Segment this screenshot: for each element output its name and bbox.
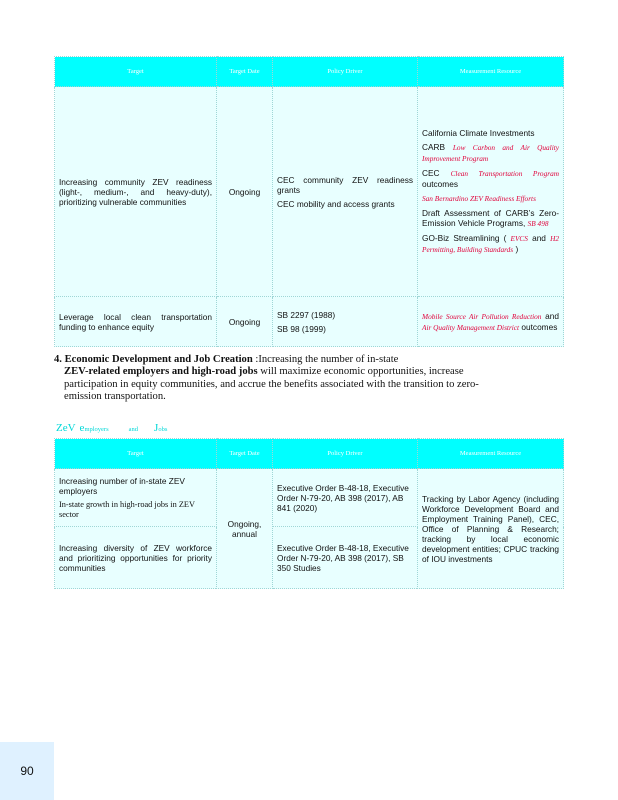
policy-cell bbox=[273, 297, 418, 347]
header-target-date: Target Date bbox=[217, 439, 273, 469]
resource-text: and bbox=[541, 310, 559, 321]
resource-item bbox=[422, 311, 559, 333]
zev-employers-jobs-heading bbox=[56, 418, 167, 436]
resource-link-text: Air Quality Management District bbox=[422, 322, 520, 332]
subhead-mployers: mployers bbox=[84, 426, 109, 433]
policy-cell: Executive Order B-48-18, Executive Order N-79-20, AB 398 (2017), SB 350 Studies bbox=[273, 527, 418, 589]
resource-text: GO-Biz Streamlining ( bbox=[422, 233, 511, 243]
section-number: 4. bbox=[54, 354, 62, 365]
resource-link-text: Low Carbon and Air Quality Improvement Program bbox=[422, 143, 560, 163]
page-number: 90 bbox=[0, 742, 54, 800]
resource-item bbox=[422, 168, 559, 189]
resource-text: outcomes bbox=[519, 321, 558, 332]
policy-item: CEC mobility and access grants bbox=[277, 198, 395, 209]
resource-link-text: H2 Permitting, Building Standards bbox=[422, 234, 559, 254]
resource-text: Draft Assessment of CARB’s Zero-Emission Vehicle Programs, bbox=[422, 208, 559, 228]
header-policy-driver: Policy Driver bbox=[273, 57, 418, 87]
target-item: In-state growth in high-road jobs in ZEV sector bbox=[59, 499, 195, 519]
header-target-date: Target Date bbox=[217, 57, 273, 87]
subhead-j: J bbox=[154, 422, 159, 434]
resource-text: ) bbox=[513, 244, 519, 254]
resource-link-text: San Bernardino ZEV Readiness Efforts bbox=[422, 194, 536, 203]
resource-link-text: EVCS bbox=[510, 234, 528, 243]
resource-item bbox=[422, 193, 559, 204]
resource-text: outcomes bbox=[422, 179, 458, 189]
table-row bbox=[55, 297, 564, 347]
resource-item bbox=[422, 142, 559, 164]
resource-item bbox=[422, 233, 559, 255]
policy-cell bbox=[273, 87, 418, 297]
resource-cell bbox=[418, 87, 564, 297]
table-row bbox=[55, 469, 564, 527]
policy-item: SB 98 (1999) bbox=[277, 323, 326, 334]
table-header-row bbox=[55, 439, 564, 469]
resource-link-text: SB 498 bbox=[527, 219, 549, 228]
resource-text: CARB bbox=[422, 142, 453, 152]
resource-item bbox=[422, 208, 559, 229]
subhead-obs: obs bbox=[158, 426, 168, 433]
resource-text: CEC bbox=[422, 168, 451, 178]
resource-link-text: Mobile Source Air Pollution Reduction bbox=[422, 311, 542, 321]
section-paragraph bbox=[54, 354, 504, 404]
table-row bbox=[55, 87, 564, 297]
resource-text: and bbox=[527, 233, 551, 243]
section-rest: will maximize economic opportunities, increase participation in equity communities, and accrue the benefits associated with the transition to zero-emission transportation. bbox=[64, 366, 479, 403]
section-title: Economic Development and Job Creation bbox=[64, 354, 253, 365]
target-cell: Leverage local clean transportation funding to enhance equity bbox=[55, 297, 217, 347]
section-bold-phrase: ZEV-related employers and high-road jobs bbox=[64, 366, 258, 378]
section-lead: :Increasing the number of in-state bbox=[252, 354, 399, 365]
resource-item bbox=[422, 128, 559, 138]
readiness-table bbox=[54, 56, 564, 347]
date-cell: Ongoing bbox=[217, 297, 273, 347]
subhead-and: and bbox=[128, 426, 139, 433]
resource-cell: Tracking by Labor Agency (including Workforce Development Board and Employment Training Panel), CEC, Office of Planning & Research; tracking by local economic development entities; CPUC tracking of IOU investments bbox=[418, 469, 564, 589]
header-measurement-resource: Measurement Resource bbox=[418, 439, 564, 469]
header-measurement-resource: Measurement Resource bbox=[418, 57, 564, 87]
target-cell: Increasing diversity of ZEV workforce and prioritizing opportunities for priority communities bbox=[55, 527, 217, 589]
table-header-row bbox=[55, 57, 564, 87]
header-policy-driver: Policy Driver bbox=[273, 439, 418, 469]
section-body bbox=[54, 366, 504, 403]
resource-cell bbox=[418, 297, 564, 347]
policy-cell: Executive Order B-48-18, Executive Order N-79-20, AB 398 (2017), AB 841 (2020) bbox=[273, 469, 418, 527]
date-cell: Ongoing bbox=[217, 87, 273, 297]
resource-link-text: Clean Transportation Program bbox=[450, 169, 559, 178]
jobs-table bbox=[54, 438, 564, 589]
subhead-e: e bbox=[79, 422, 85, 434]
date-cell: Ongoing, annual bbox=[217, 469, 273, 589]
resource-text: California Climate Investments bbox=[422, 128, 535, 138]
policy-item: SB 2297 (1988) bbox=[277, 309, 336, 320]
header-target: Target bbox=[55, 57, 217, 87]
policy-item: CEC community ZEV readiness grants bbox=[277, 174, 413, 195]
header-target: Target bbox=[55, 439, 217, 469]
target-item: Increasing number of in-state ZEV employers bbox=[59, 475, 185, 496]
target-cell bbox=[55, 469, 217, 527]
subhead-zev: ZeV bbox=[56, 422, 76, 434]
target-cell: Increasing community ZEV readiness (light-, medium-, and heavy-duty), prioritizing vulnerable communities bbox=[55, 87, 217, 297]
